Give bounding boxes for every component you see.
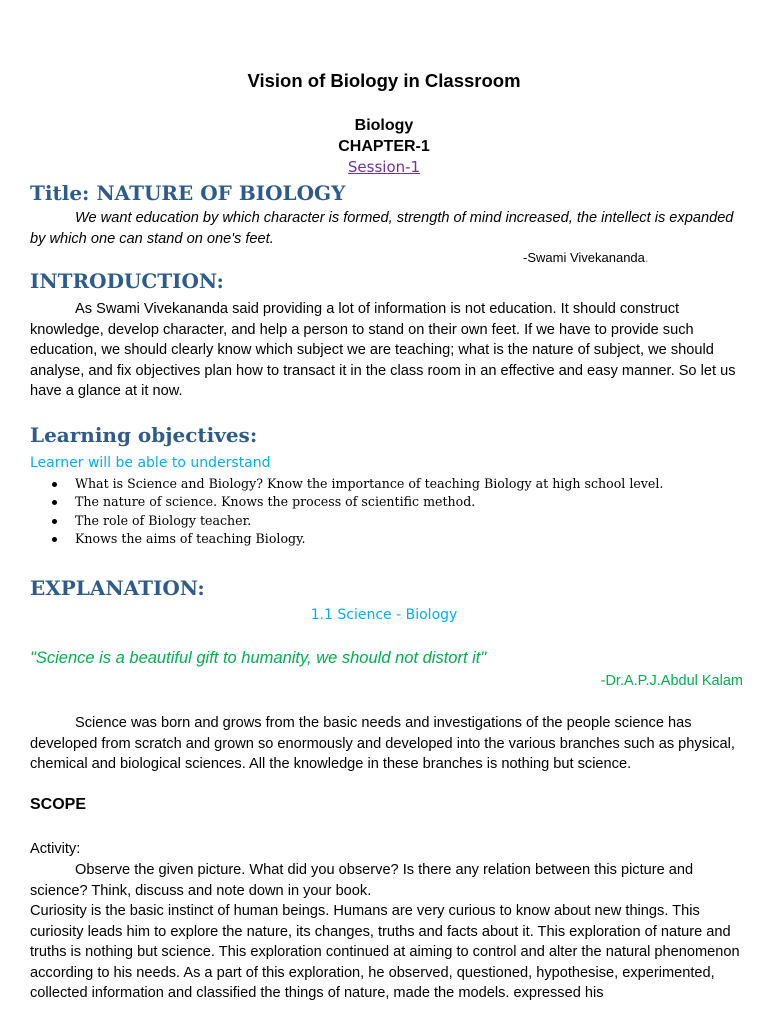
objectives-list: [30, 475, 663, 548]
kalam-quote: "Science is a beautiful gift to humanity, we should not distort it": [30, 649, 487, 667]
list-item: [30, 493, 663, 511]
activity-paragraph: Observe the given picture. What did you observe? Is there any relation between this picture and science? Think, discuss and note down in your book.: [30, 862, 694, 899]
bullet-icon: [52, 500, 57, 505]
title-heading: Title: NATURE OF BIOLOGY: [30, 181, 346, 205]
section-title: 1.1 Science - Biology: [310, 607, 458, 623]
objective-text: Knows the aims of teaching Biology.: [75, 530, 306, 546]
objective-text: The role of Biology teacher.: [75, 512, 252, 528]
science-paragraph: Science was born and grows from the basic needs and investigations of the people science has developed from scratch and grown so enormously and developed into the various branches such as physical, chemical and biological sciences. All the knowledge in these branches is nothing but science.: [30, 715, 735, 773]
objective-text: The nature of science. Knows the process of scientific method.: [75, 494, 476, 510]
objectives-intro: Learner will be able to understand: [30, 455, 271, 471]
main-title: Vision of Biology in Classroom: [247, 70, 521, 91]
explanation-heading: EXPLANATION:: [30, 576, 205, 600]
list-item: [30, 475, 663, 493]
list-item: [30, 530, 663, 548]
bullet-icon: [52, 519, 57, 524]
vivekananda-quote: We want education by which character is formed, strength of mind increased, the intellect is expanded by which one can stand on one's feet.: [30, 210, 734, 247]
kalam-author: -Dr.A.P.J.Abdul Kalam: [600, 673, 743, 689]
list-item: [30, 512, 663, 530]
quote-author-dot: .: [644, 250, 649, 265]
curiosity-paragraph: Curiosity is the basic instinct of human beings. Humans are very curious to know about new things. This curiosity leads him to explore the nature, its changes, truths and facts about it. This exploration of nature and truths is nothing but science. This exploration continued at aiming to control and alter the natural phenomenon according to his needs. As a part of this exploration, he observed, questioned, hypothesise, experimented, collected information and classified the things of nature, made the models. expressed his: [30, 903, 740, 1002]
activity-label: Activity:: [30, 841, 81, 857]
introduction-heading: INTRODUCTION:: [30, 269, 224, 293]
subject-label: Biology: [354, 117, 414, 134]
scope-heading: SCOPE: [30, 796, 87, 813]
introduction-paragraph: As Swami Vivekananda said providing a lot of information is not education. It should construct knowledge, develop character, and help a person to stand on their own feet. If we have to provide such education, we should clearly know which subject we are teaching; what is the nature of subject, we should analyse, and fix objectives plan how to transact it in the class room in an effective and easy manner. So let us have a glance at it now.: [30, 301, 736, 400]
session-link[interactable]: Session-1: [347, 158, 421, 176]
bullet-icon: [52, 537, 57, 542]
objectives-heading: Learning objectives:: [30, 423, 258, 447]
quote-author: -Swami Vivekananda: [523, 250, 645, 265]
bullet-icon: [52, 482, 57, 487]
quote-author-line: [523, 250, 649, 265]
objective-text: What is Science and Biology? Know the importance of teaching Biology at high school level.: [75, 476, 664, 491]
chapter-label: CHAPTER-1: [338, 138, 430, 155]
